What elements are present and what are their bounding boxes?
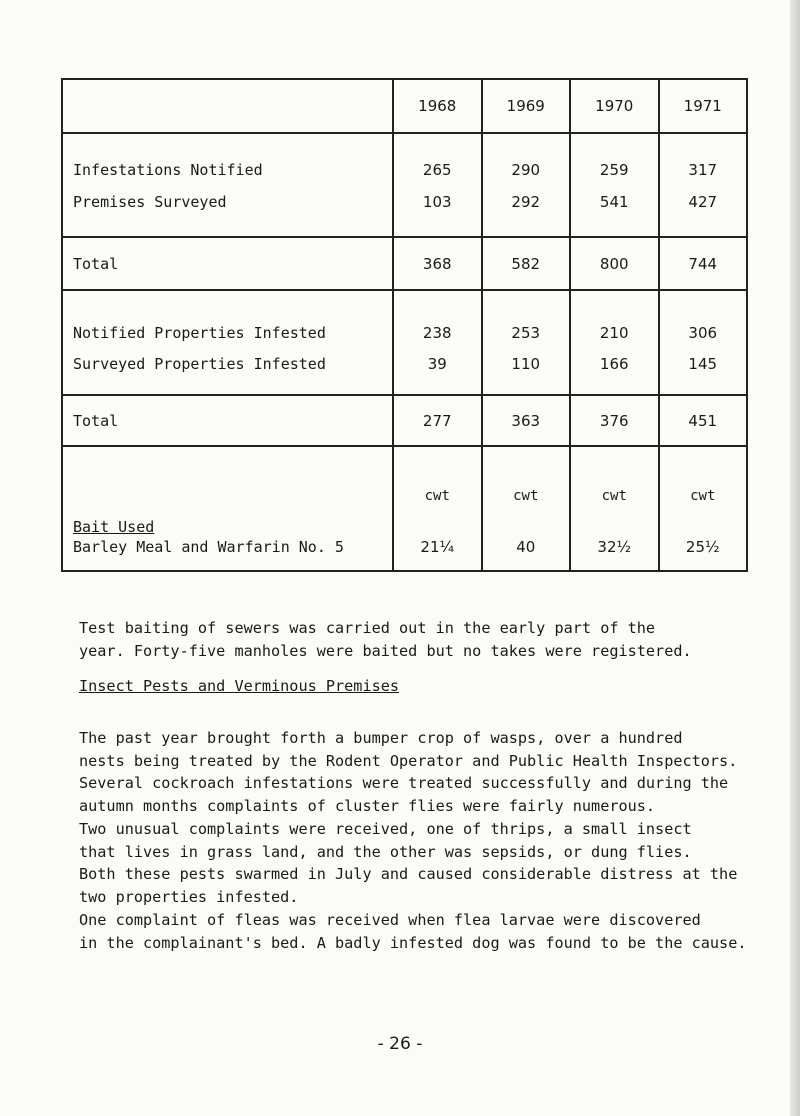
cell-value: 210 [570, 290, 659, 348]
row-label: Total [62, 237, 393, 290]
bait-used-label: Bait Used [73, 518, 155, 536]
row-label: Notified Properties Infested [62, 290, 393, 348]
cell-value: 541 [570, 185, 659, 237]
paragraph-sewer-baiting: Test baiting of sewers was carried out in the early part of the year. Forty-five manholes were baited but no takes were registered. [79, 619, 692, 660]
cell-value: 451 [659, 395, 748, 446]
page-edge-shadow [790, 0, 800, 1116]
row-label [62, 446, 393, 536]
cell-value: 21¼ [393, 512, 482, 571]
header-blank [62, 79, 393, 133]
cell-value: 265 [393, 133, 482, 185]
cell-value: 39 [393, 348, 482, 395]
row-label: Surveyed Properties Infested [62, 348, 393, 395]
table-row [62, 185, 747, 237]
table-row [62, 133, 747, 185]
header-year: 1968 [393, 79, 482, 133]
cell-value: 259 [570, 133, 659, 185]
table-row [62, 348, 747, 395]
cell-value: 317 [659, 133, 748, 185]
cell-value: 306 [659, 290, 748, 348]
row-label: Total [62, 395, 393, 446]
cell-value: 427 [659, 185, 748, 237]
header-year: 1970 [570, 79, 659, 133]
section-heading: Insect Pests and Verminous Premises [79, 677, 400, 695]
cell-value: 277 [393, 395, 482, 446]
table-row-total [62, 237, 747, 290]
paragraph-unusual-complaints: Two unusual complaints were received, one of thrips, a small insect that lives in grass land, and the other was sepsids, or dung flies. Both these pests swarmed in July and caused considerable distress at the two properties infested. [79, 820, 738, 906]
cell-value: 166 [570, 348, 659, 395]
header-year: 1971 [659, 79, 748, 133]
cell-value: 40 [482, 512, 571, 571]
statistics-table [61, 78, 748, 572]
unit-label: cwt [482, 446, 571, 512]
table-row-total [62, 395, 747, 446]
cell-value: 290 [482, 133, 571, 185]
cell-value: 292 [482, 185, 571, 237]
table-row [62, 512, 747, 571]
cell-value: 368 [393, 237, 482, 290]
cell-value: 110 [482, 348, 571, 395]
row-label: Infestations Notified [62, 133, 393, 185]
unit-label: cwt [659, 446, 748, 512]
unit-label: cwt [570, 446, 659, 512]
cell-value: 25½ [659, 512, 748, 571]
row-label: Barley Meal and Warfarin No. 5 [62, 512, 393, 571]
paragraph-fleas: One complaint of fleas was received when flea larvae were discovered in the complainant's bed. A badly infested dog was found to be the cause. [79, 911, 747, 952]
page-number: - 26 - [377, 1034, 423, 1054]
cell-value: 800 [570, 237, 659, 290]
cell-value: 363 [482, 395, 571, 446]
table-header-row [62, 79, 747, 133]
cell-value: 376 [570, 395, 659, 446]
cell-value: 582 [482, 237, 571, 290]
unit-label: cwt [393, 446, 482, 512]
header-year: 1969 [482, 79, 571, 133]
cell-value: 145 [659, 348, 748, 395]
cell-value: 253 [482, 290, 571, 348]
row-label: Premises Surveyed [62, 185, 393, 237]
cell-value: 32½ [570, 512, 659, 571]
cell-value: 744 [659, 237, 748, 290]
table-row-bait-header [62, 446, 747, 512]
table-row [62, 290, 747, 348]
cell-value: 238 [393, 290, 482, 348]
paragraph-wasps: The past year brought forth a bumper crop of wasps, over a hundred nests being treated by the Rodent Operator and Public Health Inspectors. Several cockroach infestations were treated successfully and during the autumn months complaints of cluster flies were fairly numerous. [79, 729, 738, 815]
cell-value: 103 [393, 185, 482, 237]
